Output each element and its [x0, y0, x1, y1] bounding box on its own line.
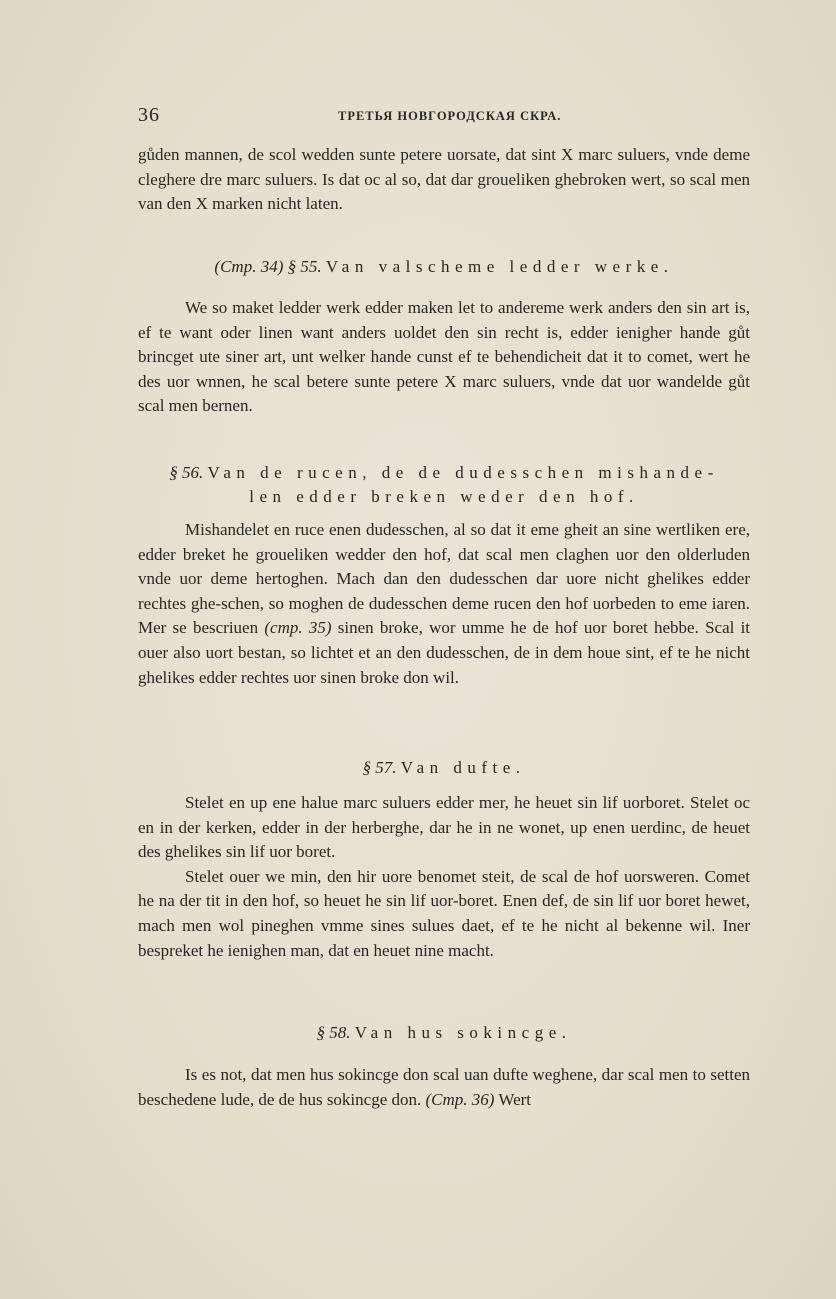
- paragraph-text: Stelet en up ene halue marc suluers edder mer, he heuet sin lif uorboret. Stelet oc en in der kerken, edder in der herberghe, dar he in ne wonet, up enen uerdinc, de heuet des ghelikes sin lif uor boret.: [138, 793, 750, 862]
- paragraph-text: Stelet ouer we min, den hir uore benomet steit, de scal de hof uorsweren. Comet he na der tit in den hof, so heuet he sin lif uor-boret. Enen def, de sin lif uor boret hewet, mach men wol pineghen vmme sines sulues daet, ef te he nicht al bekenne wil. Iner bespreket he ienighen man, dat en heuet nine macht.: [138, 866, 750, 960]
- paragraph-text: Mishandelet en ruce enen dudesschen, al so dat it eme gheit an sine wertliken ere, edder breket he groueliken wedder den hof, dat scal men claghen uor den olderluden vnde uor deme hertoghen. Mach dan den dudesschen dar uore nicht ghelikes edder rechtes ghe-schen, so moghen de dudesschen deme rucen den hof uorbeden to eme iaren. Mer se bescriuen (cmp. 35) sinen broke, wor umme he de hof uor boret hebbe. Scal it ouer also uort bestan, so lichtet et an den dudesschen, de in dem houe sint, ef te he nicht ghelikes edder rechtes uor sinen broke don wil.: [138, 520, 751, 687]
- section-title: Van hus sokincge.: [354, 1023, 572, 1042]
- section-number: § 55.: [287, 257, 322, 276]
- cmp-reference: (Cmp. 34): [214, 257, 284, 276]
- paragraph-text: gůden mannen, de scol wedden sunte petere uorsate, dat sint X marc suluers, vnde deme cleghere dre marc suluers. Is dat oc al so, dat dar groueliken ghebroken wert, so scal men van den X marken nicht laten.: [138, 145, 750, 214]
- page-header: [138, 104, 750, 130]
- section-55-body: [138, 296, 750, 419]
- section-title-line1: Van de rucen, de de dudesschen mishande-: [207, 463, 719, 482]
- section-55-heading: [138, 255, 750, 279]
- section-number: § 56.: [169, 463, 204, 482]
- section-58-heading: [138, 1021, 750, 1045]
- running-title: ТРЕТЬЯ НОВГОРОДСКАЯ СКРА.: [338, 109, 562, 123]
- section-number: § 57.: [362, 758, 397, 777]
- section-title: Van valscheme ledder werke.: [325, 257, 674, 276]
- cmp-reference: (cmp. 35): [264, 618, 332, 638]
- page-number: 36: [138, 104, 160, 126]
- paragraph-text: Is es not, dat men hus sokincge don scal uan dufte weghene, dar scal men to setten beschedene lude, de de hus sokincge don. (Cmp. 36) Wert: [138, 1065, 750, 1109]
- section-58-body: [138, 1063, 750, 1112]
- paragraph-text: We so maket ledder werk edder maken let to andereme werk anders den sin art is, ef te want oder linen want anders uoldet den sin recht is, edder ienigher hande gůt brincget ute siner art, unt welker hande cunst ef te behendicheit dat it to comet, wert he des uor wnnen, he scal betere sunte petere X marc suluers, vnde dat uor wandelde gůt scal men bernen.: [138, 298, 750, 416]
- section-title-line2: len edder breken weder den hof.: [249, 487, 639, 506]
- section-number: § 58.: [316, 1023, 351, 1042]
- section-57-body: [138, 791, 750, 963]
- section-56-heading: [138, 461, 750, 509]
- cmp-reference: (Cmp. 36): [425, 1089, 495, 1109]
- section-57-heading: [138, 756, 750, 780]
- section-title: Van dufte.: [400, 758, 526, 777]
- paragraph-continued: [138, 143, 750, 217]
- section-56-body: [138, 518, 750, 690]
